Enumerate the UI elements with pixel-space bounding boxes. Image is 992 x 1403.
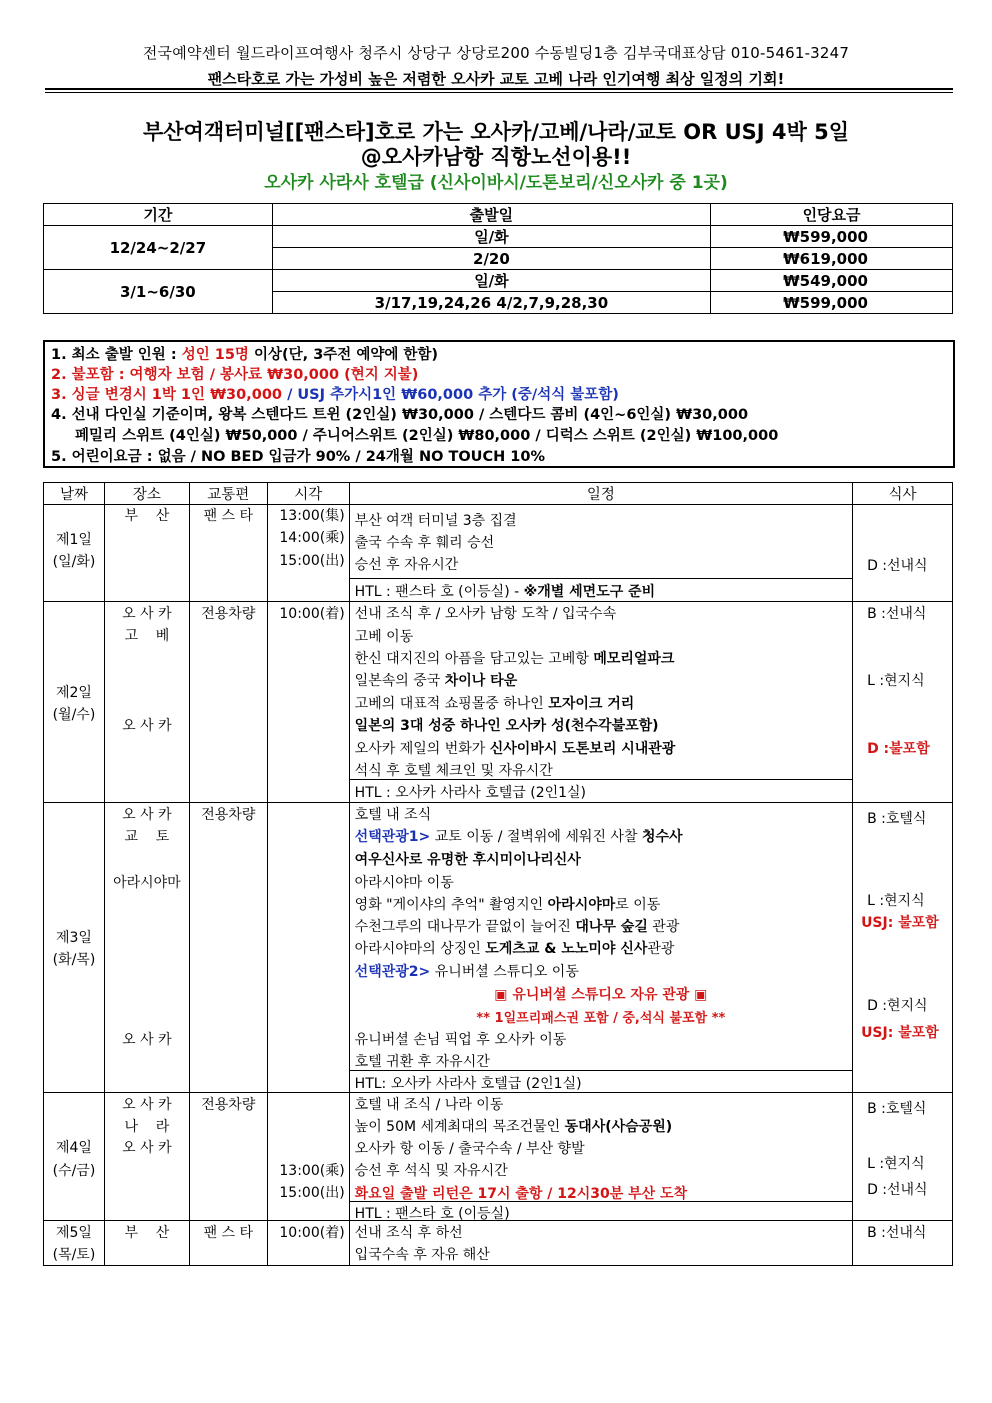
meal: B :선내식 <box>867 1225 927 1241</box>
time: 15:00(出) <box>279 1185 345 1201</box>
schedule-line: 아라시야마 이동 <box>354 875 454 891</box>
note-3: 3. 싱글 변경시 1박 1인 ₩30,000 / USJ 추가시1인 ₩60,000 추가 (중/석식 불포함) <box>51 387 619 403</box>
itin-header-schedule: 일정 <box>349 483 852 505</box>
day-label: 제1일 <box>55 532 92 548</box>
meal: L :현지식 <box>867 1156 925 1172</box>
hotel-text: HTL : 팬스타 호 (이등실) - <box>354 584 524 600</box>
transport: 팬 스 타 <box>203 1225 254 1241</box>
place: 아라시야마 <box>113 875 181 891</box>
schedule-line: 오사카 제일의 번화가 신사이바시 도톤보리 시내관광 <box>354 741 676 757</box>
place: 나 라 <box>124 1119 170 1135</box>
place: 부 산 <box>124 508 170 524</box>
schedule-line: 높이 50M 세계최대의 목조건물인 동대사(사슴공원) <box>354 1119 673 1135</box>
price-fare: ₩599,000 <box>711 292 953 314</box>
price-departure: 일/화 <box>272 226 710 248</box>
meal: B :선내식 <box>867 606 927 622</box>
hotel-row <box>350 1201 852 1221</box>
note-4-cont: 페밀리 스위트 (4인실) ₩50,000 / 주니어스위트 (2인실) ₩80,000 / 디럭스 스위트 (2인실) ₩100,000 <box>75 428 779 444</box>
agency-line: 전국예약센터 월드라이프여행사 청주시 상당구 상당로200 수동빌딩1층 김부국대표상담 010-5461-3247 <box>142 44 850 62</box>
schedule-line: 여우신사로 유명한 후시미이나리신사 <box>354 852 581 868</box>
hotel-row <box>350 578 852 602</box>
meal: L :현지식 <box>867 893 925 909</box>
meal: B :호텔식 <box>867 811 927 827</box>
price-fare: ₩549,000 <box>711 270 953 292</box>
price-fare: ₩599,000 <box>711 226 953 248</box>
schedule-line: 고베 이동 <box>354 629 414 645</box>
note-1: 1. 최소 출발 인원 : 성인 15명 이상(단, 3주전 예약에 한함) <box>51 347 439 363</box>
hotel-text: HTL : 팬스타 호 (이등실) <box>354 1206 510 1222</box>
schedule-line: 석식 후 호텔 체크인 및 자유시간 <box>354 763 553 779</box>
meal: D :선내식 <box>867 558 928 574</box>
day-label: 제5일 <box>55 1225 92 1241</box>
hotel-text: HTL: 오사카 사라사 호텔급 (2인1실) <box>354 1076 582 1092</box>
tagline: 팬스타호로 가는 가성비 높은 저렴한 오사카 교토 고베 나라 인기여행 최상 일정의 기회! <box>207 70 785 88</box>
place: 부 산 <box>124 1225 170 1241</box>
day-row-2 <box>44 602 953 803</box>
schedule-line: 오사카 항 이동 / 출국수속 / 부산 향발 <box>354 1141 585 1157</box>
schedule-line: 한신 대지진의 아픔을 담고있는 고베항 메모리얼파크 <box>354 651 675 667</box>
schedule-line: 승선 후 자유시간 <box>354 557 459 573</box>
day-row-3 <box>44 803 953 1093</box>
day-weekday: (수/금) <box>52 1163 96 1179</box>
schedule-line: 선택관광1> 교토 이동 / 절벽위에 세워진 사찰 청수사 <box>354 829 683 845</box>
price-header-departure: 출발일 <box>272 204 710 226</box>
transport: 전용차량 <box>201 606 256 622</box>
usj-pass-note: ** 1일프리패스권 포함 / 중,석식 불포함 ** <box>476 1011 726 1026</box>
time: 10:00(着) <box>279 1225 345 1241</box>
place: 오 사 카 <box>122 718 172 734</box>
price-departure: 2/20 <box>272 248 710 270</box>
day-row-4 <box>44 1093 953 1221</box>
header-rule <box>45 88 953 90</box>
place: 교 토 <box>124 829 170 845</box>
itin-header-time: 시각 <box>267 483 349 505</box>
itin-header-meal: 식사 <box>853 483 953 505</box>
schedule-line: 아라시야마의 상징인 도게츠교 & 노노미야 신사관광 <box>354 941 675 957</box>
schedule-line: 수천그루의 대나무가 끝없이 늘어진 대나무 숲길 관광 <box>354 919 680 935</box>
meal: L :현지식 <box>867 673 925 689</box>
day-row-5 <box>44 1221 953 1266</box>
schedule-line: 승선 후 석식 및 자유시간 <box>354 1163 508 1179</box>
meal: B :호텔식 <box>867 1101 927 1117</box>
schedule-line: 선택관광2> 유니버셜 스튜디오 이동 <box>354 964 579 980</box>
note-1-highlight: 성인 15명 <box>181 347 249 363</box>
usj-banner: ▣ 유니버셜 스튜디오 자유 관광 ▣ <box>494 987 708 1003</box>
price-table <box>43 203 953 314</box>
place: 고 베 <box>124 628 170 644</box>
hotel-row <box>350 779 852 803</box>
title-line-2: @오사카남항 직항노선이용!! <box>360 145 632 169</box>
title-line-3: 오사카 사라사 호텔급 (신사이바시/도톤보리/신오사카 중 1곳) <box>264 173 728 193</box>
schedule-line: 출국 수속 후 훼리 승선 <box>354 535 495 551</box>
hotel-row <box>350 1070 852 1093</box>
header-rule-thin <box>45 92 953 93</box>
schedule-line: 일본의 3대 성중 하나인 오사카 성(천수각불포함) <box>354 718 659 734</box>
time: 13:00(乘) <box>279 1163 345 1179</box>
itin-header-place: 장소 <box>104 483 189 505</box>
schedule-line: 호텔 내 조식 / 나라 이동 <box>354 1097 504 1113</box>
price-header-period: 기간 <box>44 204 273 226</box>
place: 오 사 카 <box>122 807 172 823</box>
day-row-1 <box>44 505 953 602</box>
time: 10:00(着) <box>279 606 345 622</box>
schedule-line: 일본속의 중국 차이나 타운 <box>354 673 518 689</box>
title-line-1: 부산여객터미널[[팬스타]호로 가는 오사카/고베/나라/교토 OR USJ 4박 5일 <box>142 120 850 144</box>
schedule-line: 호텔 내 조식 <box>354 807 432 823</box>
transport: 전용차량 <box>201 1097 256 1113</box>
schedule-line: 입국수속 후 자유 해산 <box>354 1247 490 1263</box>
schedule-line: 화요일 출발 리턴은 17시 출항 / 12시30분 부산 도착 <box>354 1186 688 1202</box>
day-label: 제4일 <box>55 1140 92 1156</box>
hotel-text: HTL : 오사카 사라사 호텔급 (2인1실) <box>354 785 587 801</box>
place: 오 사 카 <box>122 606 172 622</box>
time: 13:00(集) <box>279 508 345 524</box>
day-weekday: (목/토) <box>52 1247 96 1263</box>
schedule-line: 고베의 대표적 쇼핑몰중 하나인 모자이크 거리 <box>354 696 635 712</box>
price-departure: 3/17,19,24,26 4/2,7,9,28,30 <box>272 292 710 314</box>
price-fare: ₩619,000 <box>711 248 953 270</box>
meal: D :선내식 <box>867 1182 928 1198</box>
price-period: 12/24~2/27 <box>44 226 273 270</box>
schedule-line: 선내 조식 후 하선 <box>354 1225 463 1241</box>
price-departure: 일/화 <box>272 270 710 292</box>
conditions-box <box>43 340 955 468</box>
meal: D :현지식 <box>867 998 928 1014</box>
itinerary-table <box>43 482 953 1266</box>
itin-header-date: 날짜 <box>44 483 105 505</box>
place: 오 사 카 <box>122 1032 172 1048</box>
place: 오 사 카 <box>122 1097 172 1113</box>
day-weekday: (화/목) <box>52 952 96 968</box>
day-weekday: (월/수) <box>52 707 96 723</box>
day-weekday: (일/화) <box>52 554 96 570</box>
time: 14:00(乘) <box>279 530 345 546</box>
transport: 전용차량 <box>201 807 256 823</box>
meal: USJ: 불포함 <box>861 1025 939 1041</box>
place: 오 사 카 <box>122 1140 172 1156</box>
schedule-line: 영화 "게이샤의 추억" 촬영지인 아라시야마로 이동 <box>354 897 661 913</box>
meal: USJ: 불포함 <box>861 915 939 931</box>
price-period: 3/1~6/30 <box>44 270 273 314</box>
note-5: 5. 어린이요금 : 없음 / NO BED 입금가 90% / 24개월 NO TOUCH 10% <box>51 449 545 465</box>
note-4: 4. 선내 다인실 기준이며, 왕복 스텐다드 트윈 (2인실) ₩30,000 / 스텐다드 콤비 (4인~6인실) ₩30,000 <box>51 407 749 423</box>
time: 15:00(出) <box>279 553 345 569</box>
price-header-fare: 인당요금 <box>711 204 953 226</box>
note-2: 2. 불포함 : 여행자 보험 / 봉사료 ₩30,000 (현지 지불) <box>51 367 419 383</box>
schedule-line: 부산 여객 터미널 3층 집결 <box>354 513 517 529</box>
day-label: 제2일 <box>55 685 92 701</box>
day-label: 제3일 <box>55 930 92 946</box>
schedule-line: 선내 조식 후 / 오사카 남항 도착 / 입국수속 <box>354 606 617 622</box>
hotel-note: ※개별 세면도구 준비 <box>523 584 656 600</box>
schedule-line: 유니버셜 손님 픽업 후 오사카 이동 <box>354 1032 567 1048</box>
itin-header-transport: 교통편 <box>189 483 267 505</box>
schedule-line: 호텔 귀환 후 자유시간 <box>354 1054 490 1070</box>
meal: D :불포함 <box>867 741 930 757</box>
transport: 팬 스 타 <box>203 508 254 524</box>
